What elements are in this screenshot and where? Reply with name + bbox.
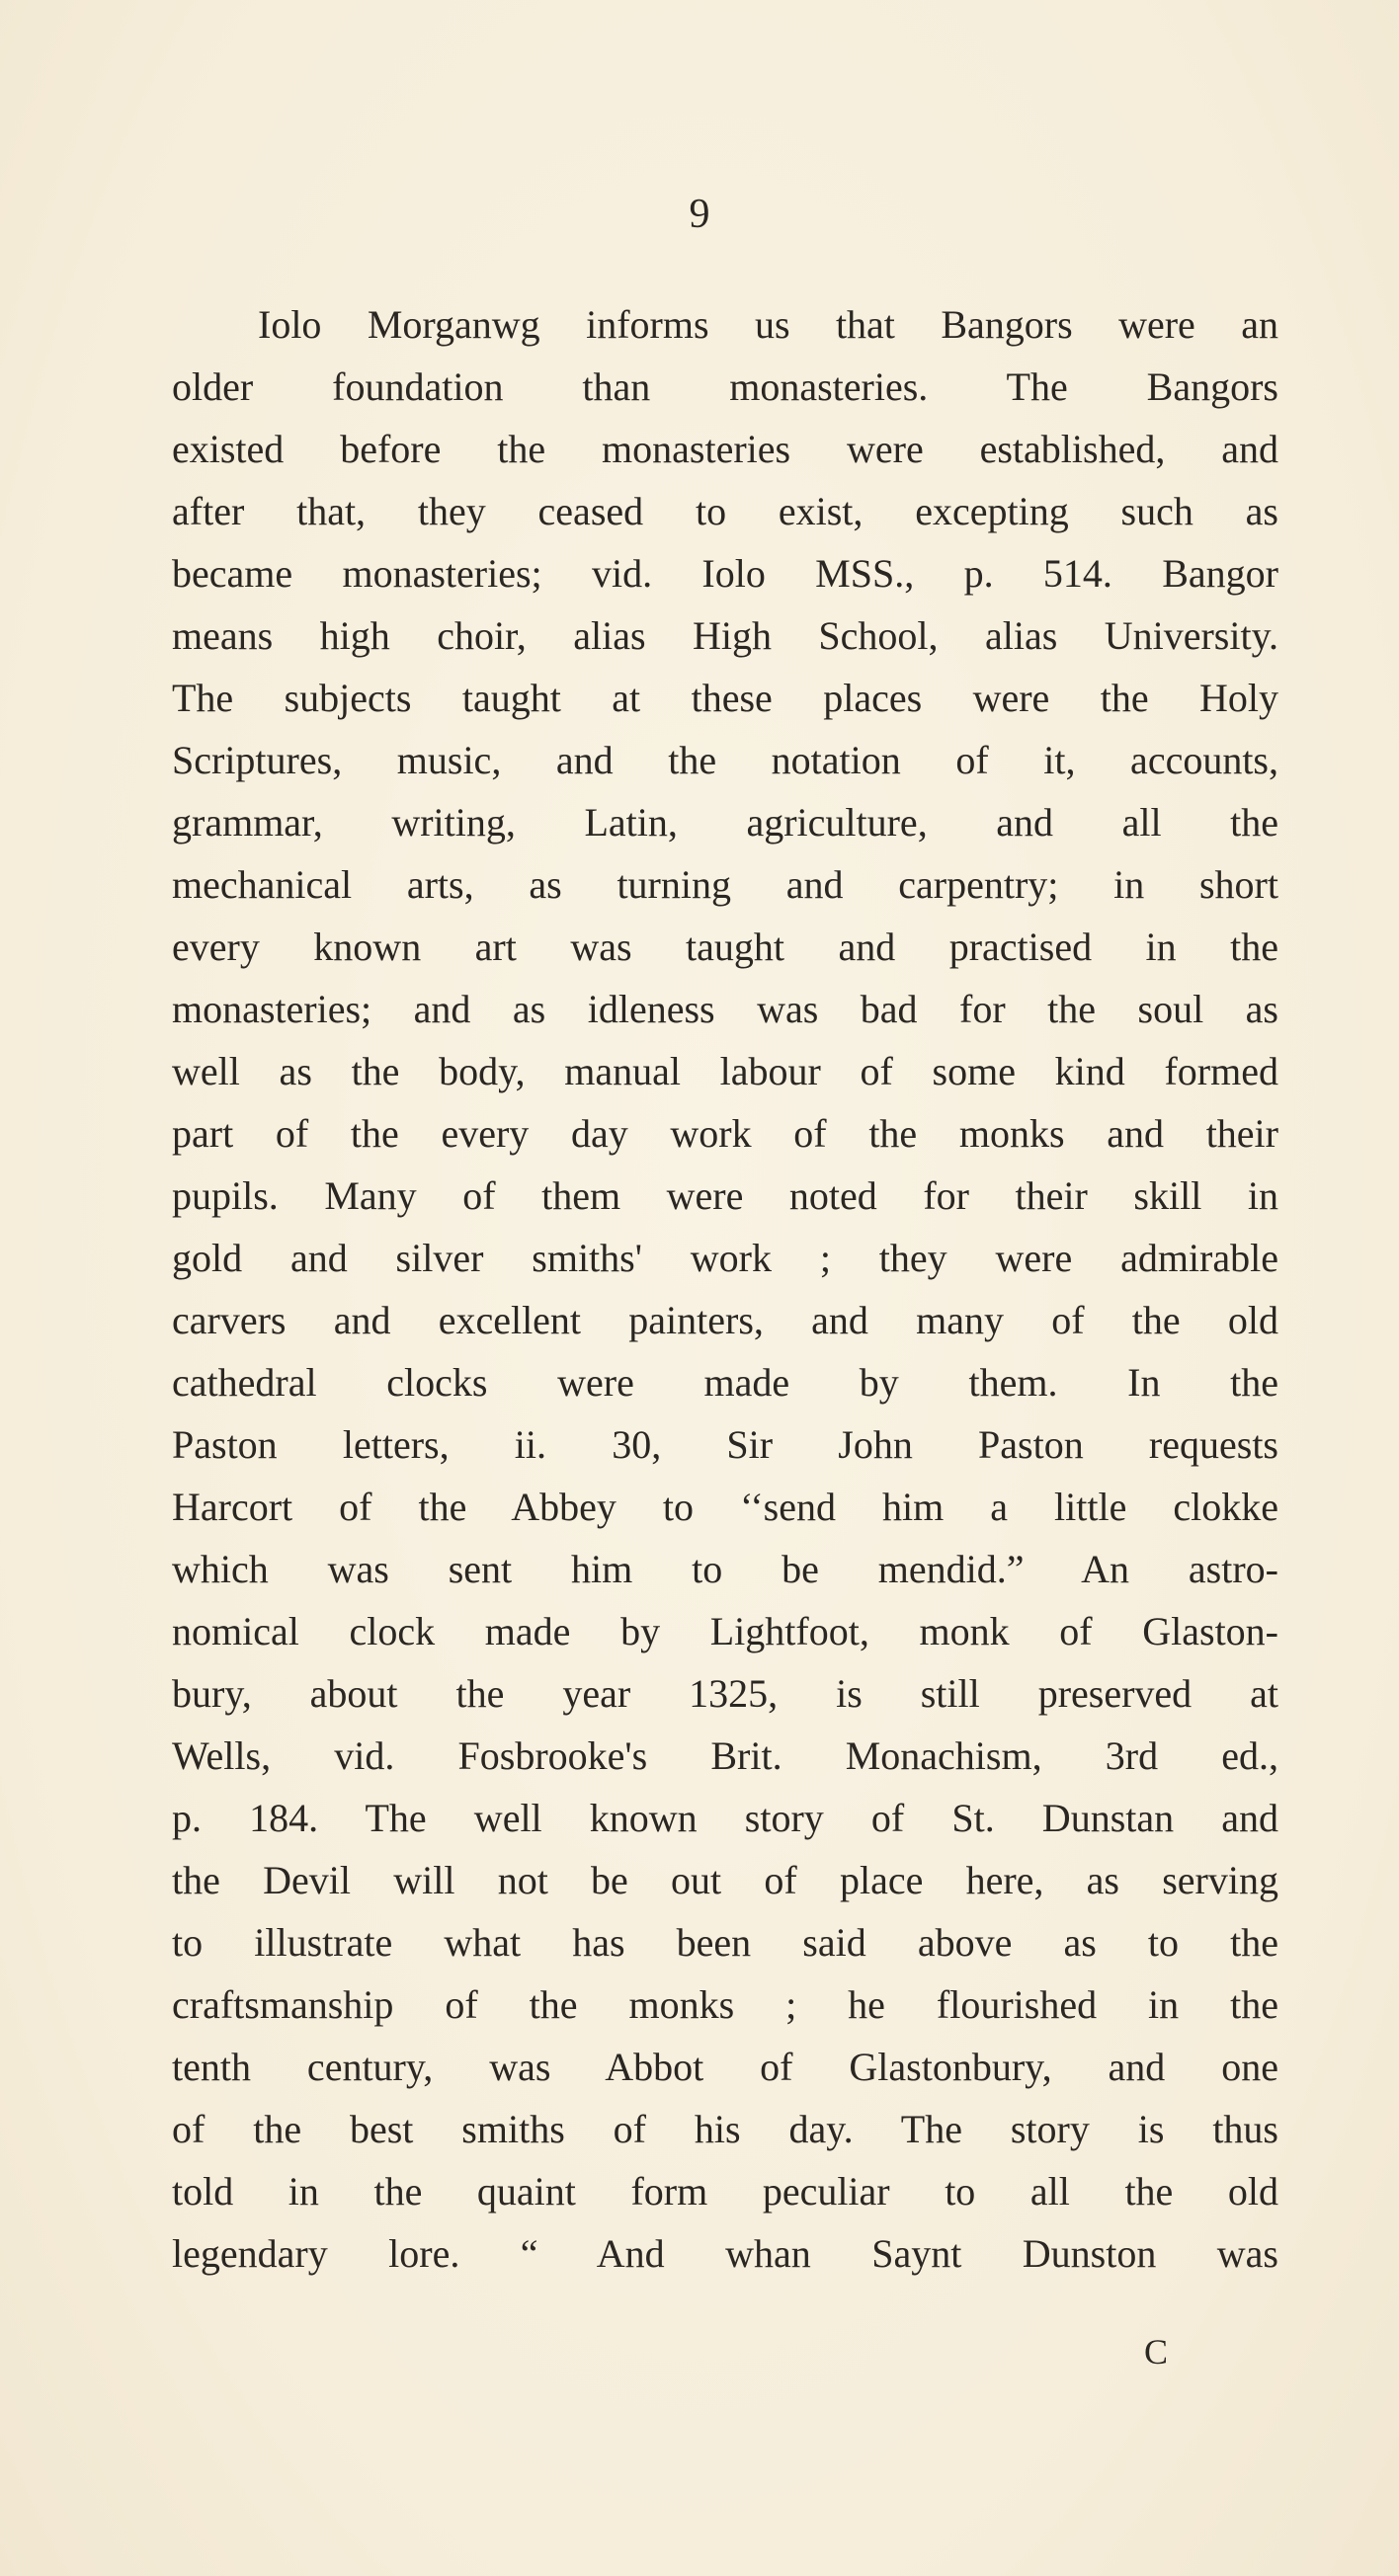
text-line: Scriptures, music, and the notation of it, accounts, (172, 738, 1278, 782)
text-line: carvers and excellent painters, and many of the old (172, 1298, 1278, 1342)
text-line: mechanical arts, as turning and carpentry; in short (172, 862, 1278, 907)
text-line: of the best smiths of his day. The story is thus (172, 2107, 1278, 2151)
text-line: part of the every day work of the monks and their (172, 1111, 1278, 1156)
text-line: nomical clock made by Lightfoot, monk of Glaston- (172, 1609, 1278, 1653)
text-line: Harcort of the Abbey to ‘‘send him a little clokke (172, 1485, 1278, 1529)
text-line: legendary lore. “ And whan Saynt Dunston was (172, 2231, 1278, 2276)
text-line: the Devil will not be out of place here, as serving (172, 1858, 1278, 1902)
text-line: Paston letters, ii. 30, Sir John Paston requests (172, 1422, 1278, 1467)
text-line: after that, they ceased to exist, excepting such as (172, 489, 1278, 533)
text-line: means high choir, alias High School, alias University. (172, 613, 1278, 658)
text-line: well as the body, manual labour of some kind formed (172, 1049, 1278, 1093)
text-line: The subjects taught at these places were the Holy (172, 676, 1278, 720)
text-line: grammar, writing, Latin, agriculture, and all the (172, 800, 1278, 845)
text-line: Wells, vid. Fosbrooke's Brit. Monachism, 3rd ed., (172, 1733, 1278, 1778)
text-line: every known art was taught and practised in the (172, 925, 1278, 969)
text-line: existed before the monasteries were established, and (172, 427, 1278, 471)
text-line: to illustrate what has been said above as to the (172, 1920, 1278, 1965)
text-line: gold and silver smiths' work ; they were admirable (172, 1236, 1278, 1280)
text-line: p. 184. The well known story of St. Dunstan and (172, 1796, 1278, 1840)
text-line: which was sent him to be mendid.” An astro- (172, 1547, 1278, 1591)
text-line: Iolo Morganwg informs us that Bangors were an (258, 302, 1278, 347)
text-line: told in the quaint form peculiar to all the old (172, 2169, 1278, 2214)
text-line: older foundation than monasteries. The Bangors (172, 364, 1278, 409)
page-number: 9 (689, 192, 710, 237)
text-line: became monasteries; vid. Iolo MSS., p. 514. Bangor (172, 551, 1278, 596)
text-line: cathedral clocks were made by them. In the (172, 1360, 1278, 1405)
text-line: pupils. Many of them were noted for their skill in (172, 1173, 1278, 1218)
body-text (172, 293, 1278, 2285)
text-line: tenth century, was Abbot of Glastonbury, and one (172, 2045, 1278, 2089)
text-line: monasteries; and as idleness was bad for the soul as (172, 987, 1278, 1031)
text-line: bury, about the year 1325, is still preserved at (172, 1671, 1278, 1716)
text-line: craftsmanship of the monks ; he flourished in the (172, 1982, 1278, 2027)
signature-mark: C (1143, 2332, 1168, 2372)
